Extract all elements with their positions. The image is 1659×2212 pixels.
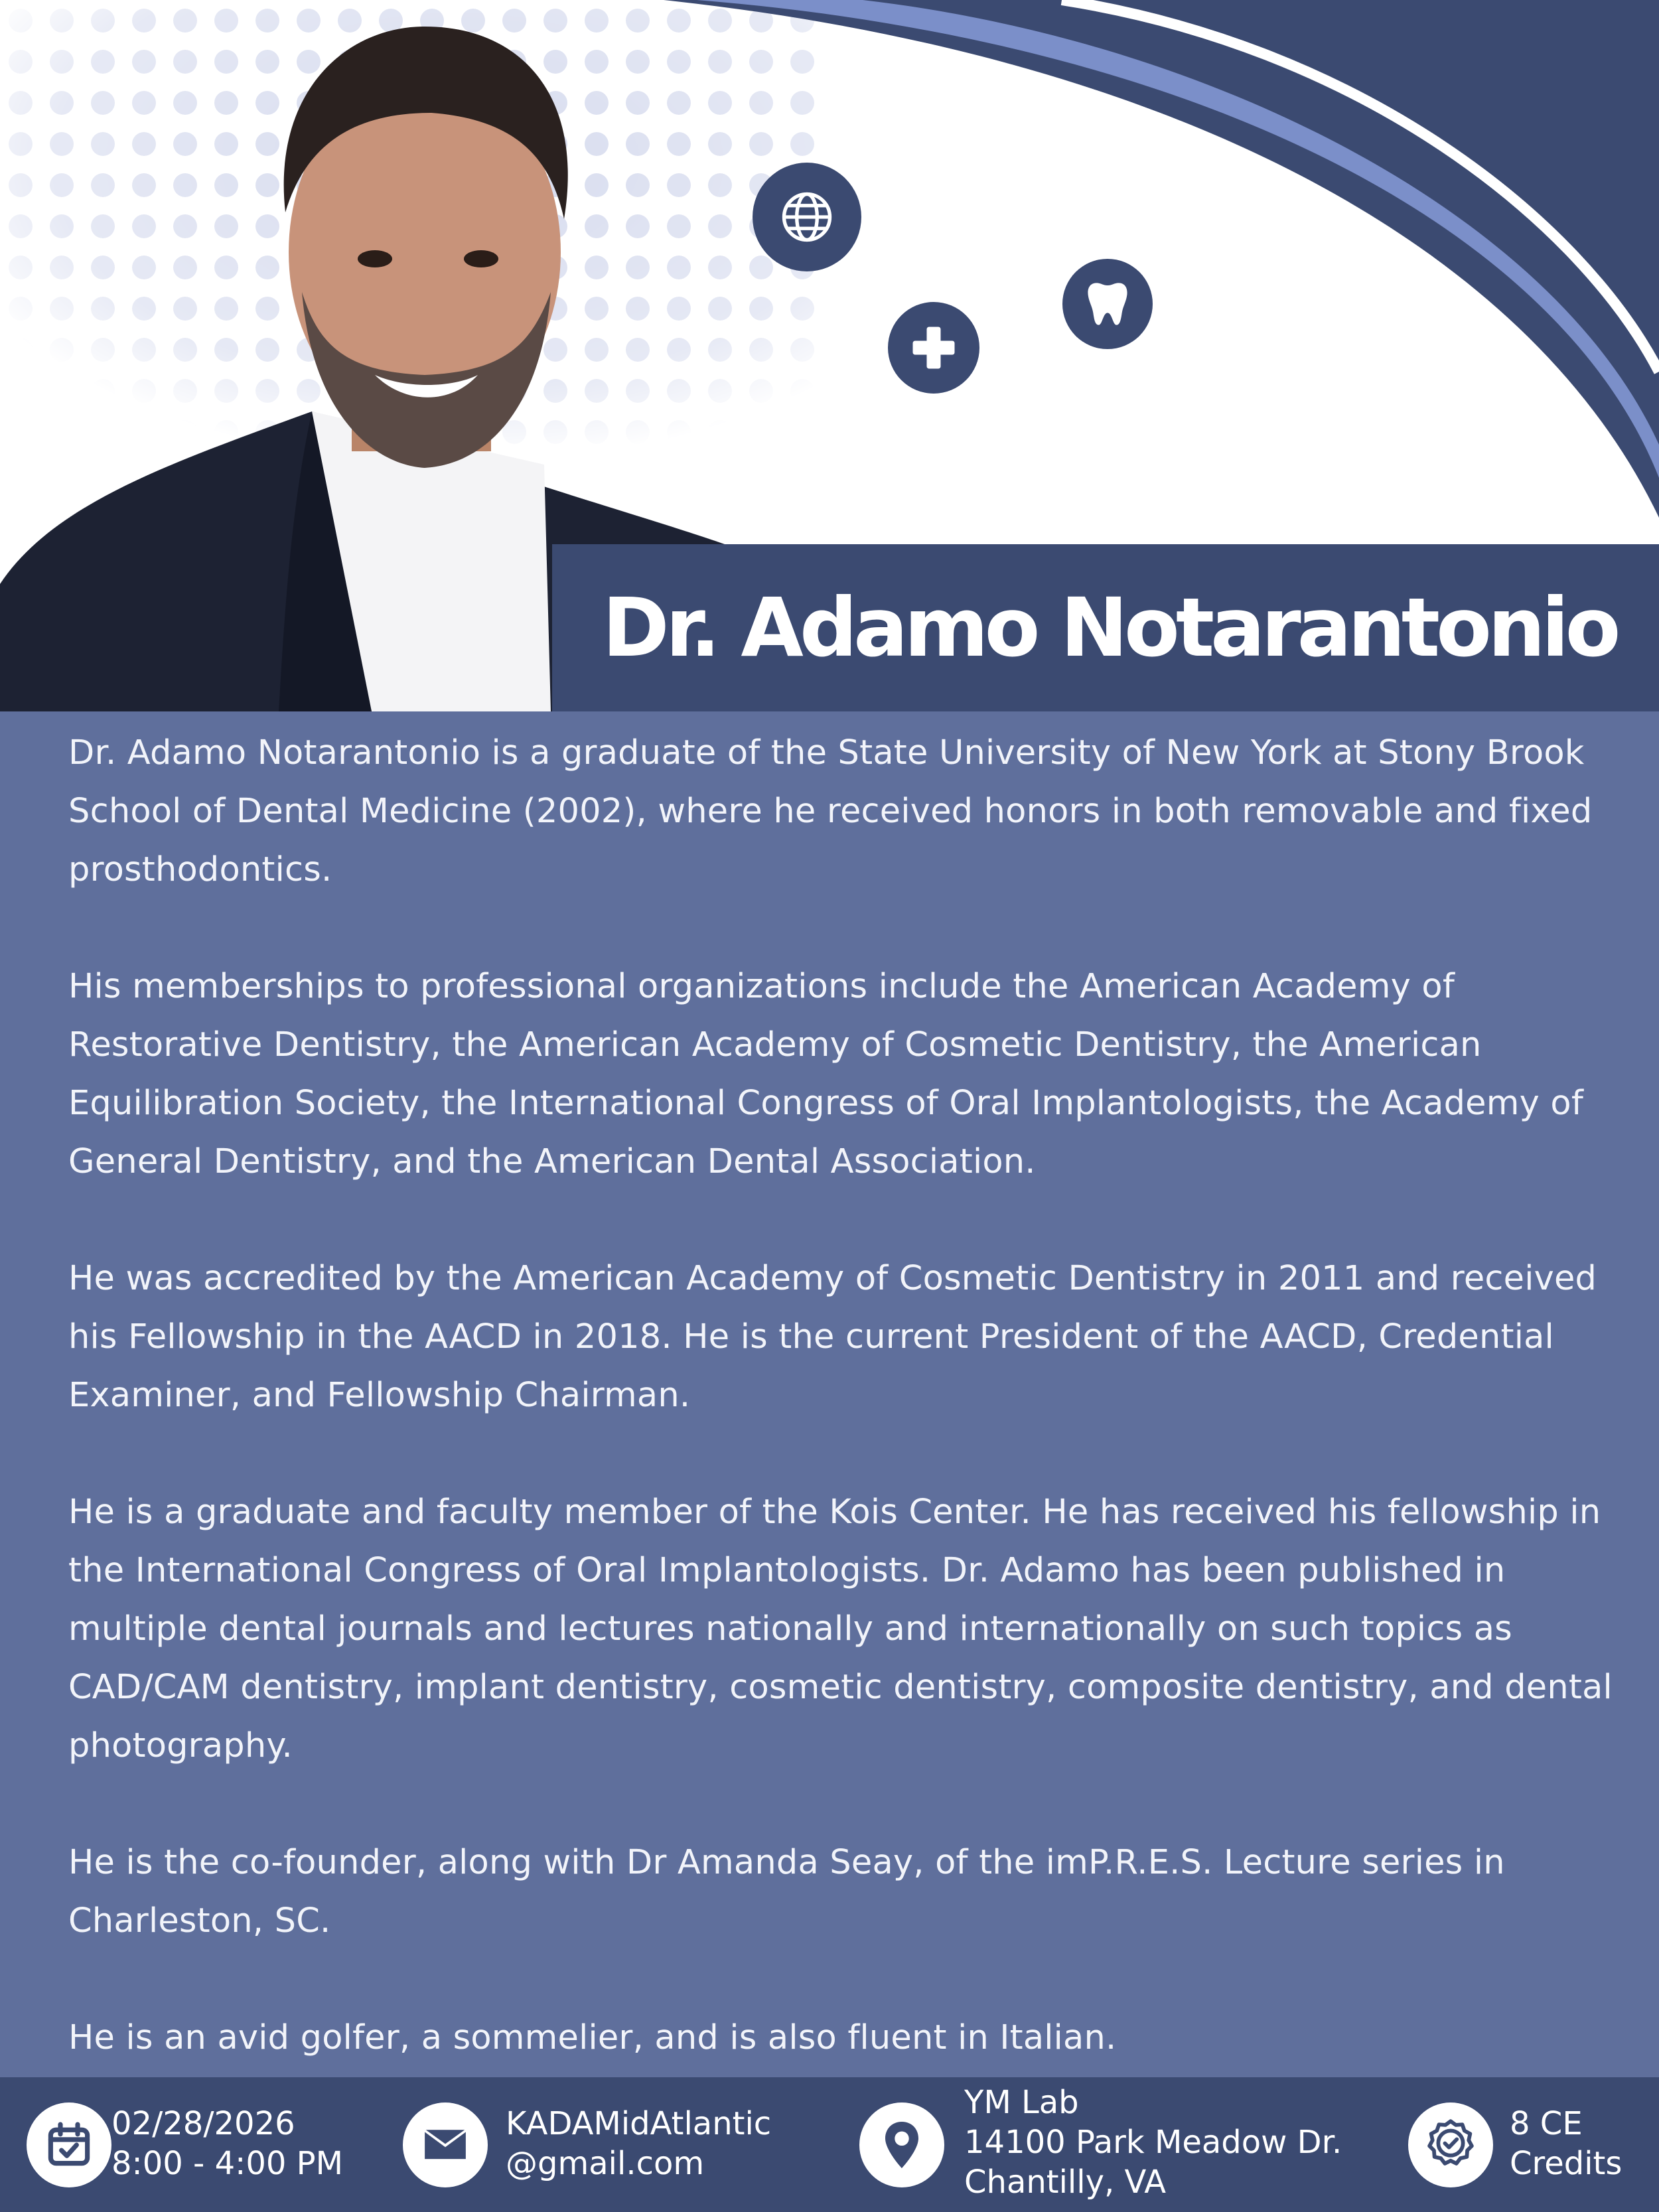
bio-paragraph: He is an avid golfer, a sommelier, and is also fluent in Italian. [68, 2018, 1117, 2057]
bio-section [0, 711, 1659, 2077]
location-pin-icon [859, 2102, 944, 2187]
footer-info-bar [0, 2077, 1659, 2212]
envelope-icon [403, 2102, 488, 2187]
email-line-2: @gmail.com [506, 2145, 705, 2182]
calendar-icon [27, 2102, 111, 2187]
bio-paragraph: His memberships to professional organizations include the American Academy of Restorative Dentistry, the American Academy of Cosmetic Dentistry, the American Equilibration Society, the International Congress of Oral Implantologists, the Academy of General Dentistry, and the American Dental Association. [68, 967, 1583, 1181]
credits-amount: 8 CE [1510, 2105, 1583, 2142]
venue-name: YM Lab [964, 2084, 1079, 2121]
bio-paragraph: He is a graduate and faculty member of the Kois Center. He has received his fellowship in the International Congress of Oral Implantologists. Dr. Adamo has been published in multiple dental journals and lectures nationally and internationally on such topics as CAD/CAM dentistry, implant dentistry, cosmetic dentistry, composite dentistry, and dental photography. [68, 1493, 1613, 1765]
eye-right [464, 250, 498, 267]
credits-label: Credits [1510, 2145, 1623, 2182]
header [0, 0, 1659, 711]
venue-city: Chantilly, VA [964, 2164, 1167, 2201]
venue-street: 14100 Park Meadow Dr. [964, 2124, 1342, 2161]
tooth-icon [1062, 259, 1153, 349]
bio-paragraph: Dr. Adamo Notarantonio is a graduate of the State University of New York at Stony Brook School of Dental Medicine (2002), where he received honors in both removable and fixed prosthodontics. [68, 733, 1593, 889]
event-time: 8:00 - 4:00 PM [111, 2145, 344, 2182]
contact-email [506, 2104, 771, 2183]
certified-badge-icon [1408, 2102, 1493, 2187]
event-location [964, 2083, 1342, 2202]
bio-paragraph: He was accredited by the American Academy of Cosmetic Dentistry in 2011 and received his Fellowship in the AACD in 2018. He is the current President of the AACD, Credential Examiner, and Fellowship Chairman. [68, 1259, 1597, 1415]
eye-left [358, 250, 392, 267]
presenter-name: Dr. Adamo Notarantonio [602, 581, 1617, 675]
name-banner [552, 544, 1659, 711]
ce-credits [1510, 2104, 1622, 2183]
plus-icon [888, 302, 979, 394]
event-date: 02/28/2026 [111, 2105, 295, 2142]
globe-icon [753, 163, 861, 271]
email-line-1: KADAMidAtlantic [506, 2105, 772, 2142]
bio-paragraph: He is the co-founder, along with Dr Amanda Seay, of the imP.R.E.S. Lecture series in Charleston, SC. [68, 1843, 1505, 1941]
event-date-time [111, 2104, 343, 2183]
